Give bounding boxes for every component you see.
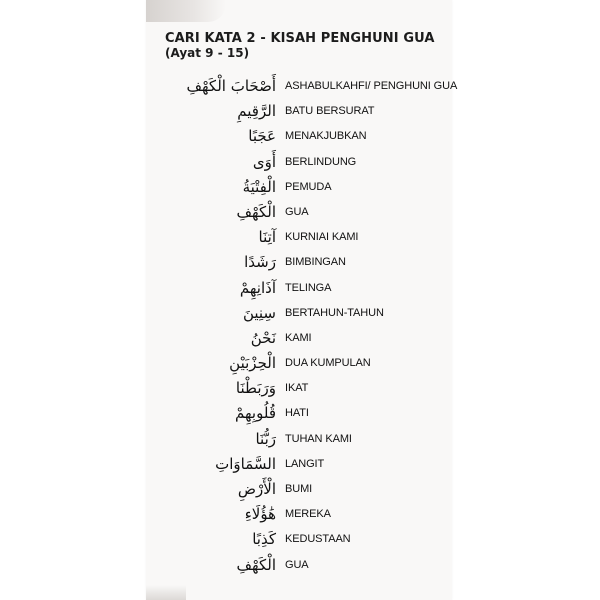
malay-meaning: KURNIAI KAMI bbox=[285, 231, 359, 244]
vocab-row bbox=[0, 376, 600, 401]
arabic-word: الْكَهْفِ bbox=[236, 202, 276, 221]
malay-meaning: MEREKA bbox=[285, 508, 331, 521]
vocab-row bbox=[0, 150, 600, 175]
malay-meaning: KAMI bbox=[285, 331, 312, 344]
malay-meaning: MENAKJUBKAN bbox=[285, 130, 367, 143]
arabic-word: رَشَدًا bbox=[244, 253, 276, 272]
arabic-word: عَجَبًا bbox=[248, 127, 276, 146]
arabic-word: قُلُوبِهِمْ bbox=[235, 404, 276, 423]
vocab-row bbox=[0, 351, 600, 376]
malay-meaning: GUA bbox=[285, 558, 309, 571]
page-decoration-bottom bbox=[146, 585, 186, 600]
vocab-row bbox=[0, 502, 600, 527]
arabic-word: الْحِزْبَيْنِ bbox=[229, 354, 276, 373]
vocab-row bbox=[0, 401, 600, 426]
malay-meaning: KEDUSTAAN bbox=[285, 533, 351, 546]
arabic-word: هَٰؤُلَاءِ bbox=[244, 505, 276, 524]
malay-meaning: LANGIT bbox=[285, 457, 325, 470]
vocab-row bbox=[0, 326, 600, 351]
malay-meaning: BATU BERSURAT bbox=[285, 105, 375, 118]
vocab-row bbox=[0, 301, 600, 326]
vocab-row bbox=[0, 175, 600, 200]
arabic-word: نَحْنُ bbox=[250, 328, 276, 347]
vocab-row bbox=[0, 250, 600, 275]
vocab-row bbox=[0, 99, 600, 124]
malay-meaning: IKAT bbox=[285, 382, 309, 395]
malay-meaning: TELINGA bbox=[285, 281, 332, 294]
malay-meaning: BIMBINGAN bbox=[285, 256, 346, 269]
page-subtitle: (Ayat 9 - 15) bbox=[165, 46, 250, 60]
arabic-word: آتِنَا bbox=[258, 228, 276, 247]
vocab-row bbox=[0, 527, 600, 552]
vocab-row bbox=[0, 477, 600, 502]
vocab-row bbox=[0, 225, 600, 250]
vocab-row bbox=[0, 124, 600, 149]
page-decoration-top bbox=[146, 0, 226, 22]
malay-meaning: BUMI bbox=[285, 483, 313, 495]
arabic-word: السَّمَاوَاتِ bbox=[215, 454, 276, 473]
malay-meaning: HATI bbox=[285, 407, 309, 420]
page-title: CARI KATA 2 - KISAH PENGHUNI GUA bbox=[165, 31, 435, 46]
vocab-row bbox=[0, 200, 600, 225]
vocab-row bbox=[0, 427, 600, 452]
vocab-row bbox=[0, 452, 600, 477]
vocab-row bbox=[0, 553, 600, 578]
arabic-word: أَوَى bbox=[252, 152, 276, 171]
arabic-word: آذَانِهِمْ bbox=[239, 278, 276, 297]
arabic-word: سِنِينَ bbox=[242, 303, 276, 322]
malay-meaning: BERTAHUN-TAHUN bbox=[285, 306, 384, 319]
vocab-row bbox=[0, 74, 600, 99]
arabic-word: الْفِتْيَةُ bbox=[242, 177, 276, 196]
arabic-word: كَذِبًا bbox=[252, 530, 276, 549]
malay-meaning: PEMUDA bbox=[285, 180, 332, 193]
malay-meaning: TUHAN KAMI bbox=[285, 432, 352, 445]
arabic-word: وَرَبَطْنَا bbox=[235, 379, 276, 398]
arabic-word: الْكَهْفِ bbox=[236, 555, 276, 574]
malay-meaning: BERLINDUNG bbox=[285, 155, 357, 168]
malay-meaning: DUA KUMPULAN bbox=[285, 357, 371, 370]
vocabulary-list bbox=[0, 74, 600, 578]
arabic-word: أَصْحَابَ الْكَهْفِ bbox=[186, 77, 276, 95]
malay-meaning: ASHABULKAHFI/ PENGHUNI GUA bbox=[285, 80, 458, 92]
arabic-word: رَبُّنَا bbox=[255, 429, 276, 448]
vocab-row bbox=[0, 276, 600, 301]
arabic-word: الْأَرْضِ bbox=[237, 480, 276, 498]
malay-meaning: GUA bbox=[285, 205, 309, 218]
arabic-word: الرَّقِيمِ bbox=[237, 102, 276, 121]
